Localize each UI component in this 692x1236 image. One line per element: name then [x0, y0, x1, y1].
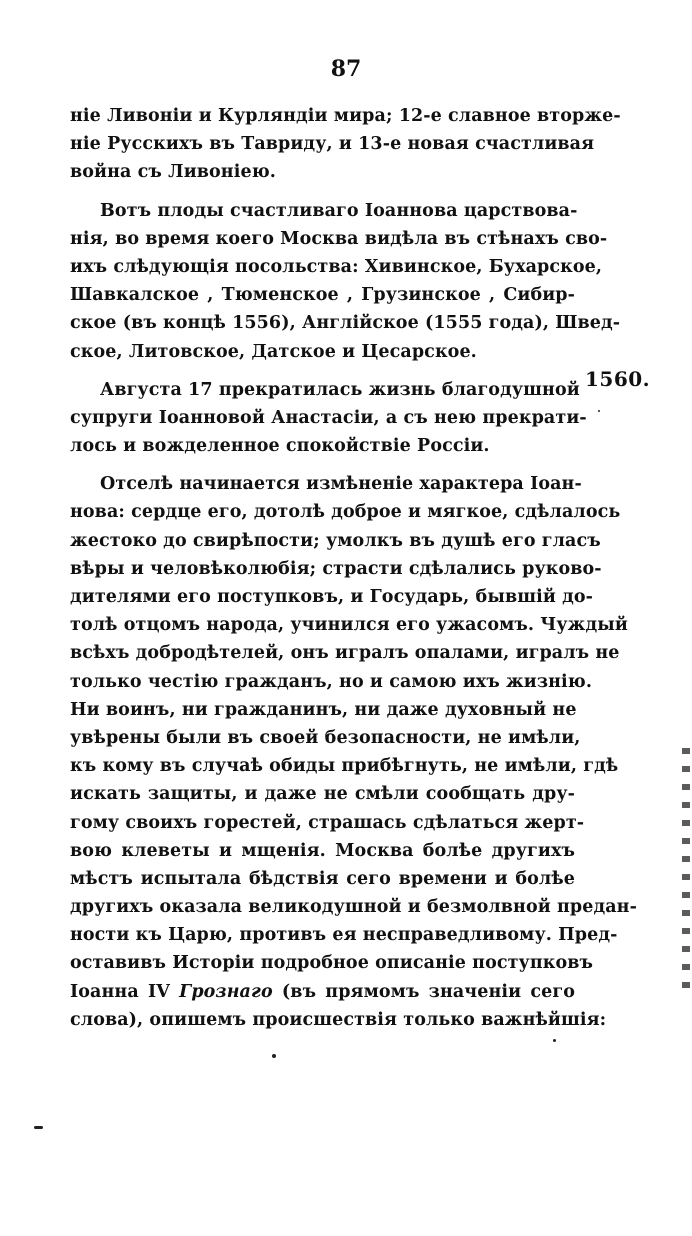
- ink-speck: [553, 1039, 556, 1042]
- text-line: Отселѣ начинается измѣненіе характера Іоан-: [100, 474, 582, 495]
- text-line: увѣрены были въ своей безопасности, не имѣли,: [70, 727, 581, 748]
- paragraph-gap: [70, 187, 575, 197]
- text-line: Іоанна IV Грознаго (въ прямомъ значеніи сего: [70, 981, 575, 1002]
- text-line: Августа 17 прекратилась жизнь благодушной: [100, 379, 580, 400]
- text-line: ихъ слѣдующія посольства: Хивинское, Бухарское,: [70, 256, 603, 277]
- text-line: дителями его поступковъ, и Государь, бывшій до-: [70, 587, 594, 607]
- text-line: супруги Іоанновой Анастасіи, а съ нею прекрати-: [70, 407, 587, 428]
- paragraph-gap: [70, 460, 575, 470]
- text-line: другихъ оказала великодушной и безмолвной предан-: [70, 897, 637, 918]
- text-line: нова: сердце его, дотолѣ доброе и мягкое, сдѣлалось: [70, 502, 621, 523]
- text-line: ніе Ливоніи и Курляндіи мира; 12-е славное вторже-: [70, 106, 621, 126]
- ink-speck: [272, 1054, 276, 1058]
- text-line: ности къ Царю, противъ ея несправедливому. Пред-: [70, 925, 618, 946]
- text-line: оставивъ Исторіи подробное описаніе поступковъ: [70, 953, 594, 974]
- ink-speck: [34, 1126, 43, 1129]
- italic-epithet: Грознаго: [179, 981, 273, 1002]
- text-line: Вотъ плоды счастливаго Іоаннова царствова-: [100, 200, 578, 221]
- text-line: слова), опишемъ происшествія только важнѣйшія:: [70, 1009, 607, 1030]
- text-line: мѣстъ испытала бѣдствія сего времени и болѣе: [70, 868, 575, 889]
- page-edge-marks: [682, 748, 690, 988]
- paragraph-gap: [70, 366, 575, 376]
- text-line: ніе Русскихъ въ Тавриду, и 13-е новая счастливая: [70, 134, 595, 155]
- text-line: лось и вожделенное спокойствіе Россіи.: [70, 436, 490, 457]
- page-number: 87: [330, 56, 362, 82]
- text-line: ское, Литовское, Датское и Цесарское.: [70, 341, 477, 362]
- ink-speck: [598, 410, 600, 412]
- text-line: нія, во время коего Москва видѣла въ стѣнахъ сво-: [70, 228, 608, 249]
- text-line: жестоко до свирѣпости; умолкъ въ душѣ его гласъ: [70, 530, 601, 551]
- text-line: Шавкалское , Тюменское , Грузинское , Сибир-: [70, 285, 575, 306]
- text-line: война съ Ливоніею.: [70, 162, 276, 183]
- text-line: Ни воинъ, ни гражданинъ, ни даже духовный не: [70, 699, 577, 720]
- text-line: гому своихъ горестей, страшась сдѣлаться жерт-: [70, 812, 585, 833]
- text-line: вою клеветы и мщенія. Москва болѣе другихъ: [70, 840, 575, 861]
- text-line: всѣхъ добродѣтелей, онъ игралъ опалами, игралъ не: [70, 643, 620, 664]
- text-line: къ кому въ случаѣ обиды прибѣгнуть, не имѣли, гдѣ: [70, 756, 619, 777]
- text-line: вѣры и человѣколюбія; страсти сдѣлались руково-: [70, 558, 602, 579]
- text-line: только честію гражданъ, но и самою ихъ жизнію.: [70, 671, 593, 692]
- text-line: толѣ отцомъ народа, учинился его ужасомъ. Чуждый: [70, 615, 628, 636]
- text-line: ское (въ концѣ 1556), Англійское (1555 года), Швед-: [70, 313, 621, 334]
- text-line: искать защиты, и даже не смѣли сообщать дру-: [70, 784, 575, 805]
- margin-year-note: 1560.: [585, 367, 651, 391]
